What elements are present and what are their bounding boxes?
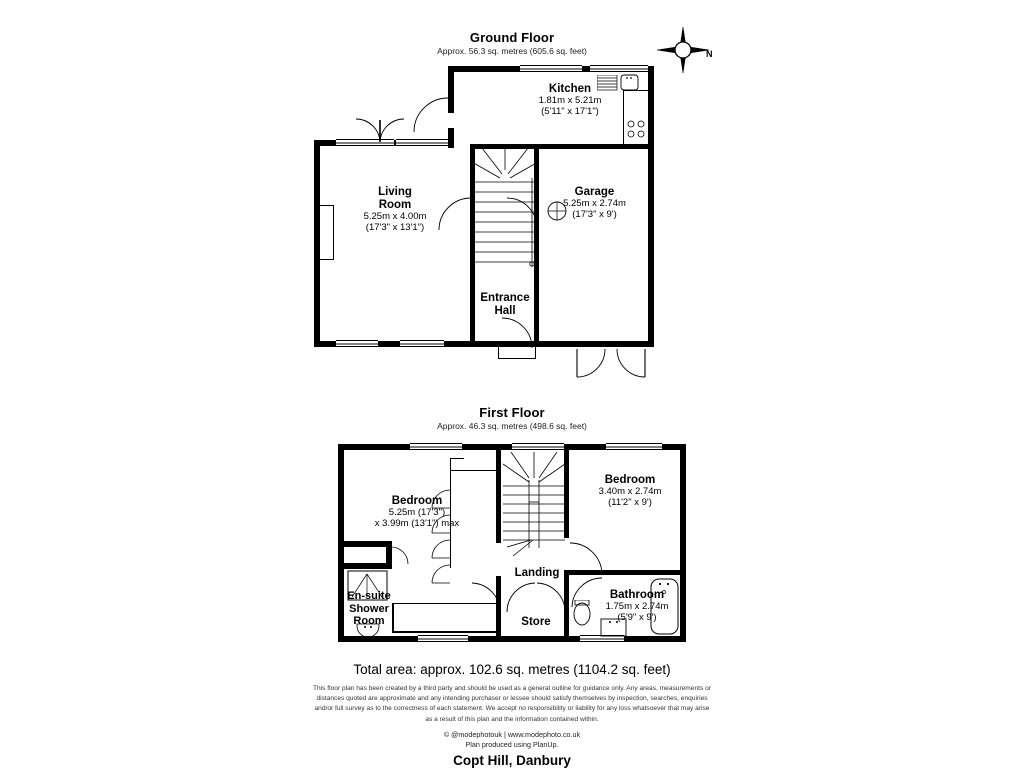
kitchen-name: Kitchen (548, 83, 592, 95)
room-label-ensuite-shower-room (330, 590, 408, 628)
garage-dim-metric: 5.25m x 2.74m (563, 198, 626, 210)
door-wardrobe-3 (430, 538, 452, 560)
kitchen-dim-metric: 1.81m x 5.21m (538, 95, 602, 107)
entrance-hall-name-line1: Entrance (480, 292, 530, 304)
living-room-dim-imperial: (17'3" x 13'1") (365, 222, 425, 234)
first-floor-title: First Floor (479, 405, 545, 420)
room-label-store (505, 616, 567, 629)
kitchen-dim-imperial: (5'11" x 17'1") (541, 106, 599, 118)
garage-name: Garage (574, 186, 615, 198)
compass-north-label: N (706, 49, 713, 59)
bathroom-dim-metric: 1.75m x 2.74m (605, 601, 669, 613)
landing-name: Landing (514, 567, 560, 579)
door-store-right (533, 580, 567, 614)
ensuite-name-line2: Shower (349, 602, 389, 615)
property-address: Copt Hill, Danbury (453, 753, 571, 768)
bedroom1-dim-metric: 5.25m (17'3") (388, 507, 446, 519)
window-bed2-top (606, 443, 662, 450)
room-label-bedroom-1 (342, 495, 492, 530)
bedroom2-dim-metric: 3.40m x 2.74m (598, 486, 662, 498)
wall-first-bottom (338, 636, 686, 642)
living-room-name-line2: Room (378, 199, 412, 212)
bedroom1-dim-imperial: x 3.99m (13'1") max (374, 518, 460, 530)
wall-bathroom-top (613, 570, 686, 575)
window-landing-top (512, 443, 564, 450)
door-ensuite (390, 545, 410, 567)
staircase-first (503, 452, 565, 567)
credit-line-2: Plan produced using PlanUp. (465, 740, 559, 749)
bedroom1-name: Bedroom (391, 495, 443, 507)
bed1-wardrobe-line-h1 (450, 470, 497, 471)
door-wardrobe-4 (430, 563, 452, 585)
living-room-name-line1: Living (378, 186, 412, 198)
bathroom-name: Bathroom (609, 589, 665, 601)
first-floor-subtitle: Approx. 46.3 sq. metres (498.6 sq. feet) (437, 421, 587, 431)
bed1-wardrobe-line-h0 (450, 458, 451, 471)
room-label-bathroom (578, 589, 696, 624)
ground-floor-title: Ground Floor (469, 30, 555, 45)
ground-floor-subtitle: Approx. 56.3 sq. metres (605.6 sq. feet) (437, 46, 587, 56)
bed1-wardrobe-line-top (450, 458, 464, 459)
room-label-bedroom-2 (570, 474, 690, 509)
bedroom2-dim-imperial: (11'2" x 9') (608, 497, 652, 509)
wall-ensuite-store-lower (392, 631, 497, 633)
credit-line-1: © @modephotouk | www.modephoto.co.uk (443, 730, 581, 739)
window-bed1-bottom (418, 635, 468, 642)
entrance-hall-name-line2: Hall (494, 305, 516, 318)
total-area-text: Total area: approx. 102.6 sq. metres (1104.2 sq. feet) (353, 662, 671, 677)
living-room-dim-metric: 5.25m x 4.00m (363, 211, 427, 223)
wall-ensuite-top (344, 541, 392, 547)
wall-ensuite-divider (344, 563, 392, 569)
room-label-landing (500, 567, 574, 580)
window-bed1-top (410, 443, 462, 450)
door-bedroom1 (470, 580, 502, 614)
store-name: Store (521, 616, 551, 628)
ensuite-name-line1: En-suite (347, 590, 391, 602)
garage-dim-imperial: (17'3" x 9') (572, 209, 617, 221)
disclaimer-text: This floor plan has been created by a third party and should be used as a general outline for guidance only. Any areas, measurements or distances quoted are approximate and any intending purchaser or lessee should satisfy themselves by inspection, searches, enquiries and/or full survey as to the correctness of each statement. We accept no responsibility or liability for any loss whatsoever that may arise as a result of this plan and the information contained within. (313, 685, 711, 723)
bathroom-dim-imperial: (5'9" x 9') (617, 612, 657, 624)
ensuite-name-line3: Room (353, 615, 385, 628)
wall-bed1-landing-upper (496, 450, 501, 543)
bedroom2-name: Bedroom (604, 474, 656, 486)
